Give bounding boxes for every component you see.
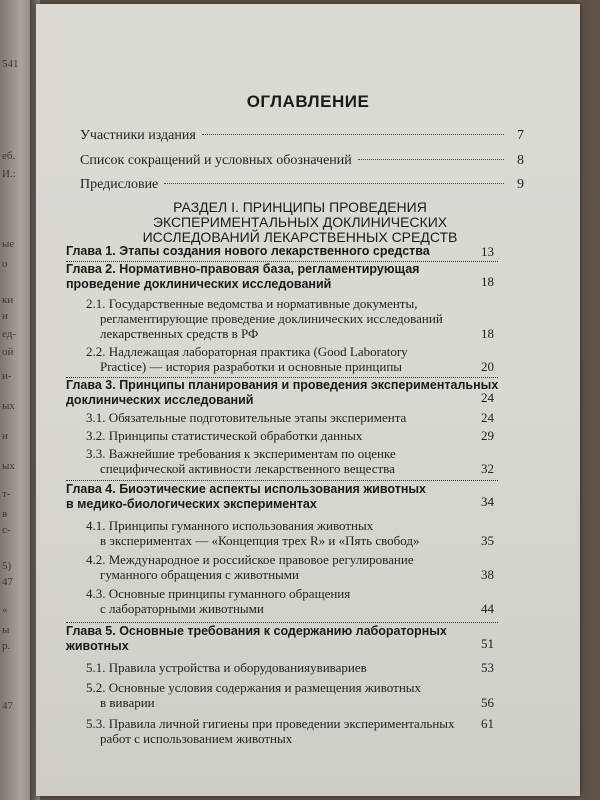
subentry-line: 5.1. Правила устройства и оборудованияувивариев: [86, 660, 367, 675]
toc-subentry: [86, 446, 496, 476]
page-title: ОГЛАВЛЕНИЕ: [246, 92, 370, 111]
leader-dots: [202, 134, 504, 135]
subentry-line: 2.2. Надлежащая лабораторная практика (Good Laboratory: [86, 344, 408, 359]
toc-entry-front: [80, 153, 524, 169]
toc-subentry: [86, 552, 496, 582]
subentry-line: работ с использованием животных: [100, 731, 293, 746]
toc-subentry: [86, 518, 496, 548]
subentry-page-number: 24: [481, 410, 494, 425]
dotted-rule: [66, 622, 498, 623]
facing-page-fragment: «: [2, 604, 8, 616]
chapter-title-line: Глава 2. Нормативно-правовая база, регламентирующая: [66, 262, 420, 276]
subentry-line: Practice) — история разработки и основные принципы: [100, 359, 403, 374]
toc-entry-front: [80, 128, 524, 144]
facing-page-fragment: 541: [2, 58, 19, 70]
toc-chapter: [66, 244, 498, 259]
chapter-title-line: Глава 1. Этапы создания нового лекарственного средства: [66, 244, 430, 258]
toc-page: [36, 4, 580, 796]
toc-subentry: [86, 410, 496, 425]
facing-page-fragment: 5): [2, 560, 12, 572]
entry-page-number: 8: [517, 153, 524, 168]
subentry-line: 4.2. Международное и российское правовое регулирование: [86, 552, 414, 567]
entry-label: Предисловие: [80, 177, 159, 192]
facing-page-fragment: ых: [2, 460, 15, 472]
subentry-line: гуманного обращения с животными: [100, 567, 299, 582]
subentry-line: 5.3. Правила личной гигиены при проведении экспериментальных: [86, 716, 455, 731]
toc-chapter: [66, 378, 498, 408]
toc-chapter: [66, 482, 498, 512]
facing-page-fragment: и: [2, 310, 8, 322]
facing-page-fragment: в: [2, 508, 8, 520]
subentry-page-number: 44: [481, 601, 494, 616]
subentry-line: 2.1. Государственные ведомства и нормативные документы,: [86, 296, 418, 311]
toc-subentry: [86, 344, 496, 374]
toc-entry-front: [80, 177, 524, 193]
facing-page-fragment: ки: [2, 294, 14, 306]
leader-dots: [164, 183, 504, 184]
facing-page-fragment: и-: [2, 370, 12, 382]
facing-page-fragment: о: [2, 258, 8, 270]
subentry-page-number: 35: [481, 533, 494, 548]
toc-subentry: [86, 586, 496, 616]
chapter-title-line: животных: [66, 639, 129, 653]
subentry-page-number: 56: [481, 695, 494, 710]
chapter-page-number: 24: [481, 390, 494, 405]
subentry-line: 4.1. Принципы гуманного использования животных: [86, 518, 374, 533]
chapter-title-line: в медико-биологических экспериментах: [66, 497, 317, 511]
subentry-line: специфической активности лекарственного вещества: [100, 461, 395, 476]
subentry-line: 5.2. Основные условия содержания и размещения животных: [86, 680, 422, 695]
chapter-title-line: Глава 4. Биоэтические аспекты использования животных: [66, 482, 427, 496]
section-heading: [80, 200, 520, 245]
subentry-line: лекарственных средств в РФ: [100, 326, 259, 341]
toc-subentry: [86, 680, 496, 710]
subentry-line: в экспериментах — «Концепция трех R» и «Пять свобод»: [100, 533, 420, 548]
entry-page-number: 7: [517, 128, 524, 143]
subentry-line: 4.3. Основные принципы гуманного обращения: [86, 586, 351, 601]
toc-subentry: [86, 296, 496, 341]
facing-page-fragment: ед-: [2, 328, 16, 340]
chapter-page-number: 34: [481, 494, 494, 509]
entry-label: Участники издания: [80, 128, 196, 143]
facing-page-fragment: ы: [2, 624, 10, 636]
subentry-line: в виварии: [100, 695, 155, 710]
chapter-page-number: 13: [481, 244, 494, 259]
subentry-page-number: 20: [481, 359, 494, 374]
subentry-page-number: 18: [481, 326, 494, 341]
subentry-page-number: 29: [481, 428, 494, 443]
toc-subentry: [86, 660, 496, 675]
leader-dots: [358, 159, 504, 160]
facing-page-fragment: 47: [2, 576, 13, 588]
toc-chapter: [66, 624, 498, 654]
chapter-title-line: доклинических исследований: [66, 393, 254, 407]
subentry-line: с лабораторными животными: [100, 601, 264, 616]
chapter-title-line: Глава 5. Основные требования к содержанию лабораторных: [66, 624, 447, 638]
chapter-page-number: 18: [481, 274, 494, 289]
facing-page-fragment: 47: [2, 700, 13, 712]
facing-page-fragment: и: [2, 430, 8, 442]
subentry-page-number: 61: [481, 716, 494, 731]
subentry-page-number: 38: [481, 567, 494, 582]
toc-chapter: [66, 262, 498, 292]
subentry-line: 3.3. Важнейшие требования к экспериментам по оценке: [86, 446, 396, 461]
subentry-page-number: 32: [481, 461, 494, 476]
facing-page-fragment: т-: [2, 488, 11, 500]
subentry-line: 3.2. Принципы статистической обработки данных: [86, 428, 363, 443]
facing-page-fragment: И.:: [2, 168, 16, 180]
entry-page-number: 9: [517, 177, 524, 192]
toc-subentry: [86, 716, 496, 746]
section-heading-line: ИССЛЕДОВАНИЙ ЛЕКАРСТВЕННЫХ СРЕДСТВ: [142, 229, 458, 245]
toc-subentry: [86, 428, 496, 443]
subentry-line: регламентирующие проведение доклинических исследований: [100, 311, 443, 326]
section-heading-line: РАЗДЕЛ I. ПРИНЦИПЫ ПРОВЕДЕНИЯ: [173, 199, 427, 215]
facing-page-edge: [0, 0, 34, 800]
chapter-page-number: 51: [481, 636, 494, 651]
entry-label: Список сокращений и условных обозначений: [80, 153, 352, 168]
facing-page-fragment: р.: [2, 640, 11, 652]
chapter-title-line: проведение доклинических исследований: [66, 277, 332, 291]
subentry-line: 3.1. Обязательные подготовительные этапы эксперимента: [86, 410, 407, 425]
dotted-rule: [66, 480, 498, 481]
facing-page-fragment: ых: [2, 400, 15, 412]
chapter-title-line: Глава 3. Принципы планирования и проведения экспериментальных: [66, 378, 499, 392]
facing-page-fragment: ые: [2, 238, 15, 250]
facing-page-fragment: еб.: [2, 150, 16, 162]
facing-page-fragment: ой: [2, 346, 14, 358]
section-heading-line: ЭКСПЕРИМЕНТАЛЬНЫХ ДОКЛИНИЧЕСКИХ: [152, 214, 448, 230]
facing-page-fragment: с-: [2, 524, 11, 536]
subentry-page-number: 53: [481, 660, 494, 675]
